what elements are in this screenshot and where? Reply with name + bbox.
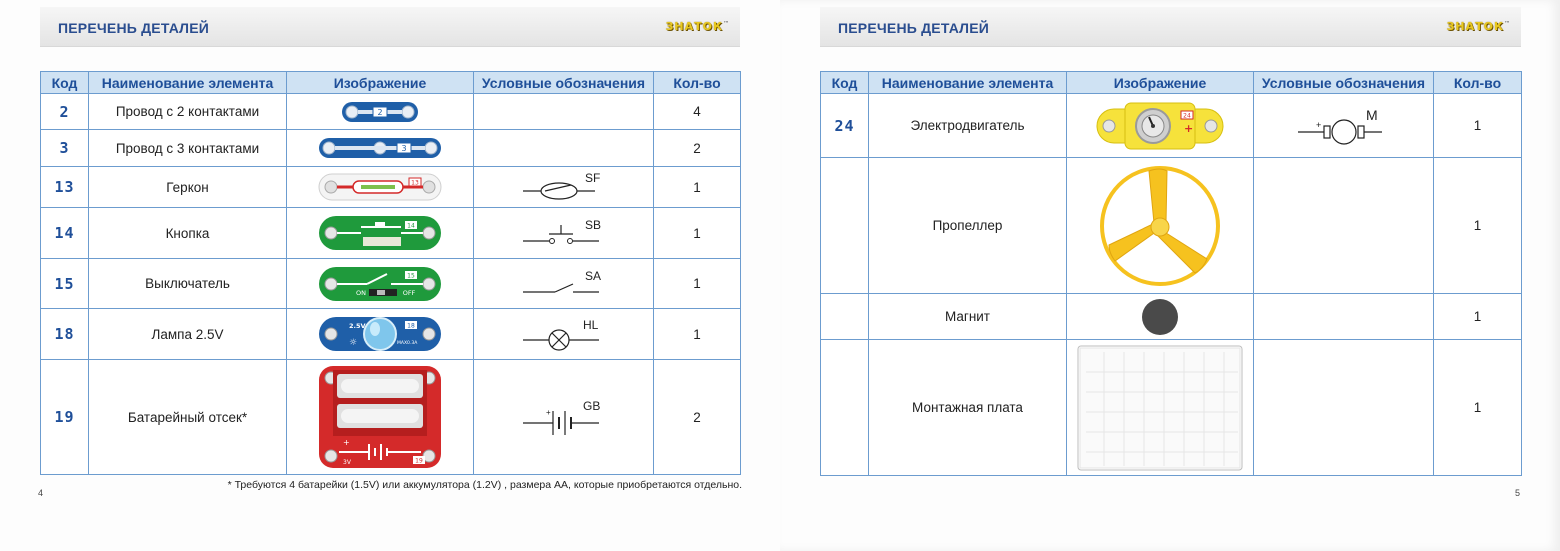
- parts-table: [820, 71, 1522, 476]
- row-code: [821, 158, 869, 294]
- row-qty: 2: [654, 360, 741, 475]
- battery-plus-label: +: [343, 438, 350, 447]
- table-row: [41, 94, 741, 130]
- table-row: [41, 309, 741, 360]
- row-name: Выключатель: [89, 259, 287, 309]
- page-header: [40, 7, 740, 47]
- footnote: * Требуются 4 батарейки (1.5V) или аккумулятора (1.2V) , размера АА, которые приобретаются отдельно.: [227, 479, 742, 491]
- logo-tm: ™: [723, 20, 730, 28]
- propeller-image: [1067, 158, 1254, 294]
- row-symbol: [1254, 158, 1434, 294]
- part-number-label: 15: [407, 272, 415, 279]
- col-name: Наименование элемента: [869, 72, 1067, 94]
- col-qty: Кол-во: [654, 72, 741, 94]
- row-qty: 1: [654, 208, 741, 259]
- row-name: Лампа 2.5V: [89, 309, 287, 360]
- table-row: [821, 294, 1522, 340]
- col-name: Наименование элемента: [89, 72, 287, 94]
- col-code: Код: [41, 72, 89, 94]
- switch-symbol: [474, 259, 654, 309]
- col-image: Изображение: [1067, 72, 1254, 94]
- row-code: 19: [41, 360, 89, 475]
- part-number-label: 2: [377, 107, 383, 117]
- page-title: ПЕРЕЧЕНЬ ДЕТАЛЕЙ: [58, 20, 209, 36]
- row-name: Монтажная плата: [869, 340, 1067, 476]
- row-code: 18: [41, 309, 89, 360]
- battery-holder-image: [287, 360, 474, 475]
- logo-text: ЗНАТОК: [1446, 20, 1504, 33]
- row-qty: 4: [654, 94, 741, 130]
- row-qty: 1: [1434, 294, 1522, 340]
- row-name: Пропеллер: [869, 158, 1067, 294]
- row-qty: 1: [1434, 340, 1522, 476]
- brand-logo: [666, 20, 730, 33]
- row-symbol: [474, 94, 654, 130]
- row-name: Батарейный отсек*: [89, 360, 287, 475]
- symbol-label: SA: [584, 268, 601, 283]
- table-row: [821, 340, 1522, 476]
- row-name: Электродвигатель: [869, 94, 1067, 158]
- col-image: Изображение: [287, 72, 474, 94]
- part-number-label: 24: [1183, 112, 1191, 119]
- row-code: 24: [821, 94, 869, 158]
- button-image: [287, 208, 474, 259]
- table-row: [41, 167, 741, 208]
- row-name: Провод с 2 контактами: [89, 94, 287, 130]
- table-row: [821, 158, 1522, 294]
- part-number-label: 14: [407, 222, 415, 230]
- row-code: 3: [41, 130, 89, 167]
- battery-volt-label: 3V: [343, 459, 351, 466]
- col-symbol: Условные обозначения: [1254, 72, 1434, 94]
- row-name: Геркон: [89, 167, 287, 208]
- magnet-image: [1067, 294, 1254, 340]
- page-number: 5: [1515, 488, 1521, 498]
- button-symbol: [474, 208, 654, 259]
- part-number-label: 13: [411, 179, 419, 187]
- symbol-plus-label: +: [545, 408, 551, 417]
- col-qty: Кол-во: [1434, 72, 1522, 94]
- row-name: Кнопка: [89, 208, 287, 259]
- battery-symbol: [474, 360, 654, 475]
- row-symbol: [474, 130, 654, 167]
- symbol-plus-label: +: [1315, 119, 1321, 130]
- table-header-row: [41, 72, 741, 94]
- page-number: 4: [38, 488, 44, 498]
- lamp-volt-label: 2.5V: [349, 322, 366, 330]
- row-name: Провод с 3 контактами: [89, 130, 287, 167]
- page-title: ПЕРЕЧЕНЬ ДЕТАЛЕЙ: [838, 20, 989, 36]
- page-header: [820, 7, 1521, 47]
- row-code: [821, 340, 869, 476]
- row-code: 14: [41, 208, 89, 259]
- motor-image: [1067, 94, 1254, 158]
- symbol-label: GB: [582, 399, 600, 413]
- row-symbol: [1254, 340, 1434, 476]
- switch-off-label: OFF: [402, 288, 416, 297]
- parts-table: [40, 71, 741, 475]
- col-code: Код: [821, 72, 869, 94]
- wire-3-image: [287, 130, 474, 167]
- motor-plus-label: +: [1184, 121, 1194, 135]
- row-qty: 1: [654, 309, 741, 360]
- symbol-label: M: [1365, 106, 1378, 123]
- row-symbol: [1254, 294, 1434, 340]
- logo-tm: ™: [1504, 20, 1511, 28]
- reed-switch-image: [287, 167, 474, 208]
- row-code: 15: [41, 259, 89, 309]
- row-qty: 2: [654, 130, 741, 167]
- symbol-label: SF: [584, 171, 600, 185]
- table-header-row: [821, 72, 1522, 94]
- row-qty: 1: [1434, 158, 1522, 294]
- symbol-label: HL: [582, 318, 598, 332]
- reed-symbol: [474, 167, 654, 208]
- part-number-label: 18: [407, 322, 415, 330]
- symbol-label: SB: [584, 218, 601, 232]
- table-row: [821, 94, 1522, 158]
- switch-on-label: ON: [356, 288, 366, 297]
- switch-image: [287, 259, 474, 309]
- table-row: [41, 208, 741, 259]
- part-number-label: 19: [415, 457, 423, 465]
- col-symbol: Условные обозначения: [474, 72, 654, 94]
- motor-symbol: [1254, 94, 1434, 158]
- row-qty: 1: [654, 259, 741, 309]
- row-name: Магнит: [869, 294, 1067, 340]
- lamp-max-label: MAX0.3A: [397, 341, 418, 346]
- part-number-label: 3: [401, 144, 407, 153]
- mounting-board-image: [1067, 340, 1254, 476]
- right-page: [780, 0, 1560, 551]
- row-code: [821, 294, 869, 340]
- table-row: [41, 130, 741, 167]
- row-qty: 1: [1434, 94, 1522, 158]
- logo-text: ЗНАТОК: [665, 20, 723, 33]
- lamp-image: [287, 309, 474, 360]
- row-qty: 1: [654, 167, 741, 208]
- wire-2-image: [287, 94, 474, 130]
- table-row: [41, 360, 741, 475]
- row-code: 2: [41, 94, 89, 130]
- table-row: [41, 259, 741, 309]
- bulb-icon: ☼: [349, 338, 358, 348]
- lamp-symbol: [474, 309, 654, 360]
- row-code: 13: [41, 167, 89, 208]
- brand-logo: [1447, 20, 1511, 33]
